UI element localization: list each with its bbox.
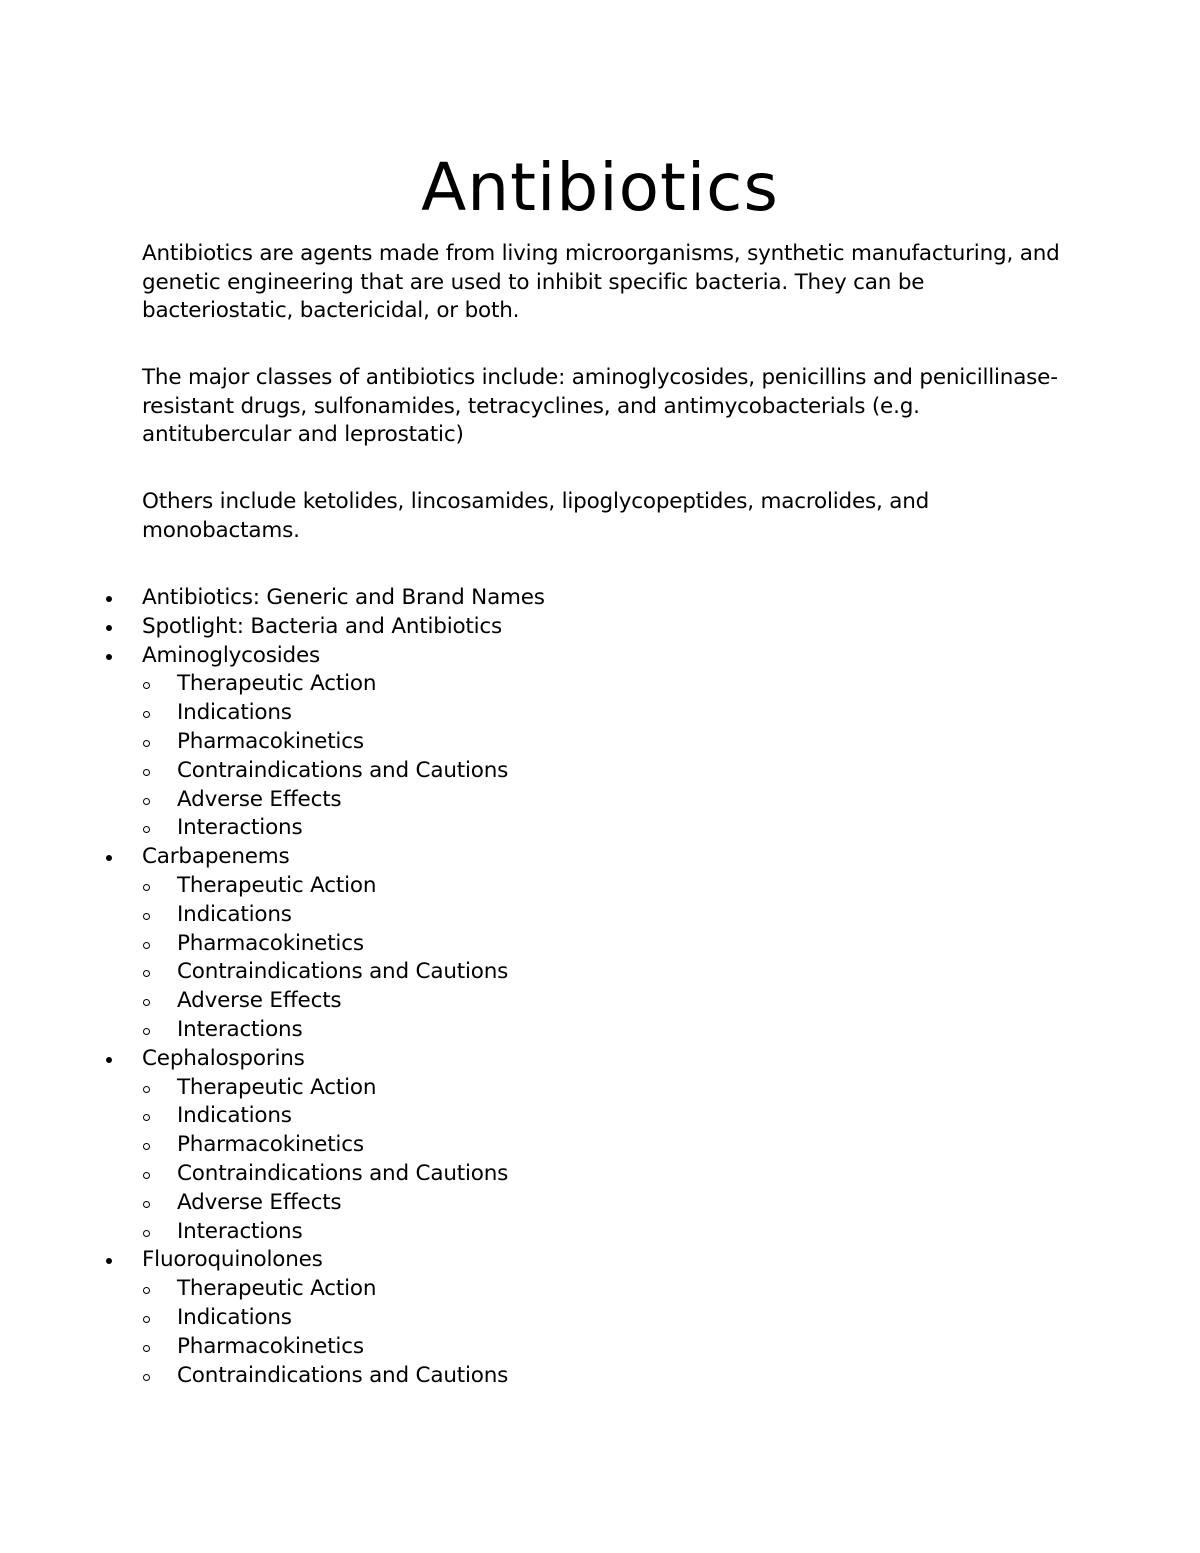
bullet-icon [106, 625, 112, 631]
outline-topic-label: Carbapenems [142, 844, 290, 870]
bullet-icon [106, 1057, 112, 1063]
hollow-bullet-icon [143, 798, 150, 805]
outline-subtopic-label: Pharmacokinetics [177, 728, 364, 754]
outline-topic [0, 642, 1200, 671]
outline-subtopic [0, 1160, 1200, 1189]
outline-topic-label: Spotlight: Bacteria and Antibiotics [142, 613, 503, 639]
outline-subtopic-label: Indications [177, 1304, 292, 1330]
hollow-bullet-icon [143, 942, 150, 949]
document-title: Antibiotics [421, 149, 779, 226]
hollow-bullet-icon [143, 1028, 150, 1035]
outline-subtopic-label: Interactions [177, 1016, 303, 1042]
hollow-bullet-icon [143, 1316, 150, 1323]
outline-topic [0, 613, 1200, 642]
outline-topic-label: Cephalosporins [142, 1045, 305, 1071]
hollow-bullet-icon [143, 682, 150, 689]
outline-subtopic [0, 786, 1200, 815]
hollow-bullet-icon [143, 769, 150, 776]
outline-subtopic [0, 930, 1200, 959]
bullet-icon [106, 1258, 112, 1264]
outline-subtopic [0, 1333, 1200, 1362]
outline-subtopic-label: Contraindications and Cautions [177, 757, 509, 783]
outline-subtopic-label: Therapeutic Action [177, 1074, 377, 1100]
outline-subtopic-label: Interactions [177, 815, 303, 841]
outline-subtopic-label: Interactions [177, 1218, 303, 1244]
outline-subtopic [0, 1016, 1200, 1045]
outline-subtopic-label: Indications [177, 1103, 292, 1129]
other-classes-paragraph: Others include ketolides, lincosamides, lipoglycopeptides, macrolides, and monobactams. [142, 489, 930, 543]
outline-subtopic-label: Therapeutic Action [177, 1276, 377, 1302]
major-classes-paragraph: The major classes of antibiotics include: aminoglycosides, penicillins and penicillinase-resistant drugs, sulfonamides, tetracyclines, and antimycobacterials (e.g. antitubercular and leprostatic) [142, 365, 1058, 447]
outline-subtopic-label: Contraindications and Cautions [177, 1362, 509, 1388]
hollow-bullet-icon [143, 1114, 150, 1121]
hollow-bullet-icon [143, 970, 150, 977]
hollow-bullet-icon [143, 740, 150, 747]
outline-topic-label: Fluoroquinolones [142, 1247, 323, 1273]
hollow-bullet-icon [143, 999, 150, 1006]
outline-subtopic [0, 1304, 1200, 1333]
outline-subtopic [0, 699, 1200, 728]
outline-subtopic [0, 728, 1200, 757]
outline-topic [0, 1045, 1200, 1074]
hollow-bullet-icon [143, 913, 150, 920]
outline-subtopic [0, 987, 1200, 1016]
outline-subtopic [0, 1189, 1200, 1218]
hollow-bullet-icon [143, 826, 150, 833]
hollow-bullet-icon [143, 711, 150, 718]
outline-subtopic [0, 1074, 1200, 1103]
outline-subtopic-label: Pharmacokinetics [177, 1132, 364, 1158]
outline-subtopic [0, 1102, 1200, 1131]
outline-subtopic [0, 1275, 1200, 1304]
bullet-icon [106, 596, 112, 602]
outline-subtopic-label: Therapeutic Action [177, 872, 377, 898]
hollow-bullet-icon [143, 1345, 150, 1352]
intro-paragraph: Antibiotics are agents made from living microorganisms, synthetic manufacturing, and genetic engineering that are used to inhibit specific bacteria. They can be bacteriostatic, bactericidal, or both. [142, 241, 1060, 323]
outline-subtopic [0, 1131, 1200, 1160]
outline-subtopic-label: Adverse Effects [177, 988, 342, 1014]
hollow-bullet-icon [143, 1143, 150, 1150]
hollow-bullet-icon [143, 1374, 150, 1381]
outline-topic [0, 843, 1200, 872]
outline-subtopic-label: Adverse Effects [177, 786, 342, 812]
hollow-bullet-icon [143, 1086, 150, 1093]
outline-subtopic [0, 670, 1200, 699]
bullet-icon [106, 855, 112, 861]
outline-subtopic-label: Adverse Effects [177, 1189, 342, 1215]
outline-subtopic-label: Pharmacokinetics [177, 1333, 364, 1359]
outline-subtopic-label: Pharmacokinetics [177, 930, 364, 956]
outline-subtopic [0, 872, 1200, 901]
outline-topic-label: Aminoglycosides [142, 642, 320, 668]
outline-subtopic [0, 757, 1200, 786]
outline-subtopic-label: Contraindications and Cautions [177, 1160, 509, 1186]
outline-subtopic [0, 1218, 1200, 1247]
hollow-bullet-icon [143, 1287, 150, 1294]
hollow-bullet-icon [143, 1201, 150, 1208]
outline-subtopic-label: Indications [177, 901, 292, 927]
outline-subtopic [0, 814, 1200, 843]
outline-topic [0, 1246, 1200, 1275]
hollow-bullet-icon [143, 1172, 150, 1179]
hollow-bullet-icon [143, 884, 150, 891]
outline-subtopic-label: Therapeutic Action [177, 671, 377, 697]
outline-topic [0, 584, 1200, 613]
outline-subtopic [0, 901, 1200, 930]
hollow-bullet-icon [143, 1230, 150, 1237]
outline-topic-label: Antibiotics: Generic and Brand Names [142, 585, 545, 610]
topic-outline-list [0, 584, 1200, 1390]
outline-subtopic-label: Indications [177, 700, 292, 726]
bullet-icon [106, 654, 112, 660]
outline-subtopic-label: Contraindications and Cautions [177, 959, 509, 985]
outline-subtopic [0, 958, 1200, 987]
outline-subtopic [0, 1362, 1200, 1391]
